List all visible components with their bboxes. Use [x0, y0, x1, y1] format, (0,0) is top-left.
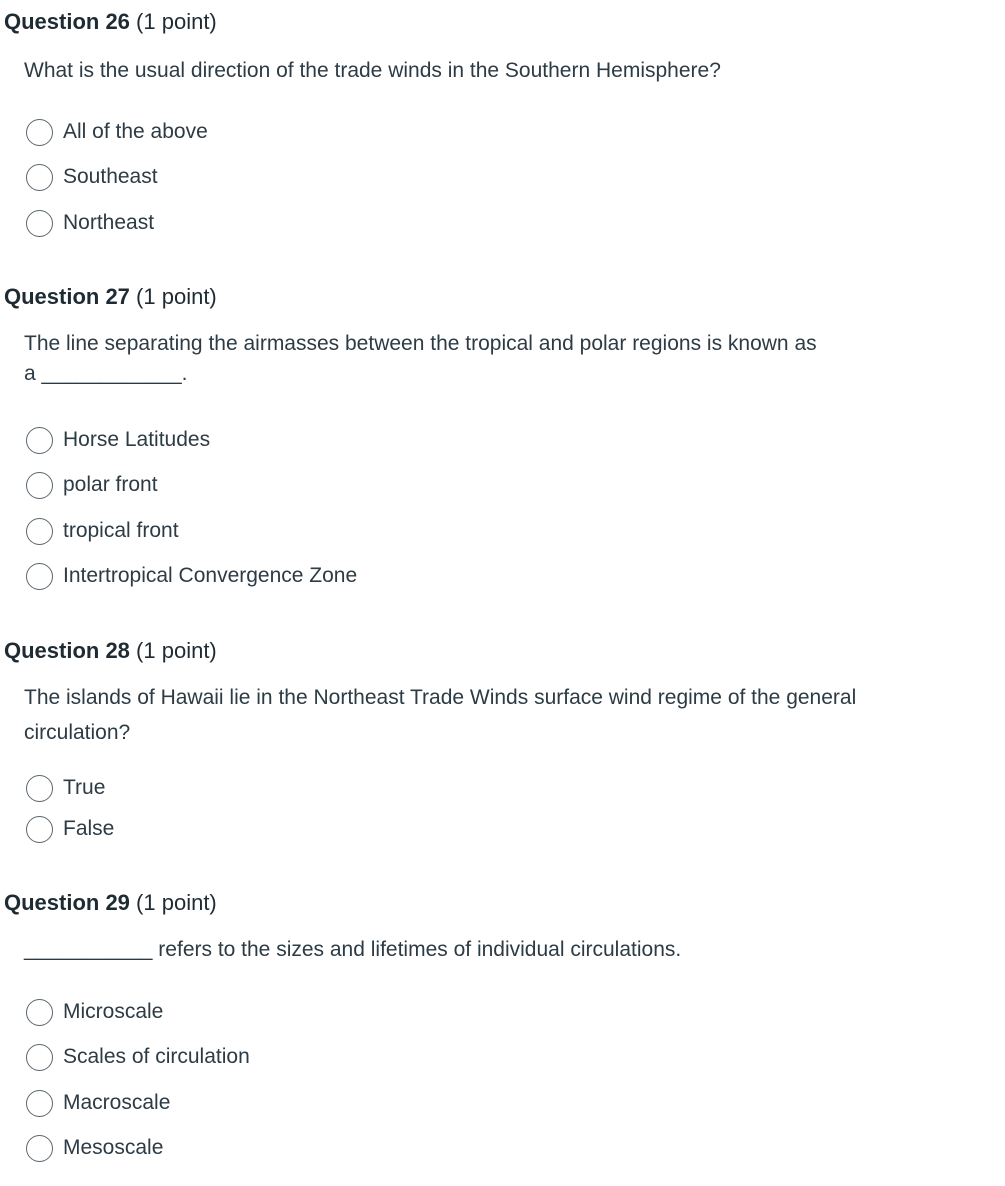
radio-button[interactable] — [26, 999, 53, 1026]
question-number: Question 28 — [4, 638, 130, 663]
radio-button[interactable] — [26, 427, 53, 454]
question-28-heading — [4, 637, 217, 665]
question-29-option-1[interactable] — [26, 997, 163, 1027]
option-label: Mesoscale — [63, 1136, 164, 1159]
question-29-option-2[interactable] — [26, 1042, 250, 1072]
question-26-heading — [4, 8, 217, 36]
question-29-option-3[interactable] — [26, 1088, 170, 1118]
question-28-option-2[interactable] — [26, 814, 114, 844]
question-28-text: The islands of Hawaii lie in the Northeast Trade Winds surface wind regime of the general circulation? — [24, 686, 857, 744]
question-27-blank: a ____________. — [24, 362, 188, 385]
radio-button[interactable] — [26, 472, 53, 499]
option-label: Microscale — [63, 1000, 164, 1023]
question-28-option-1[interactable] — [26, 773, 105, 803]
radio-button[interactable] — [26, 518, 53, 545]
question-number: Question 26 — [4, 9, 130, 34]
option-label: Intertropical Convergence Zone — [63, 564, 358, 587]
question-points: (1 point) — [136, 638, 217, 663]
radio-button[interactable] — [26, 1044, 53, 1071]
option-label: polar front — [63, 473, 158, 496]
question-points: (1 point) — [136, 890, 217, 915]
radio-button[interactable] — [26, 119, 53, 146]
option-label: Southeast — [63, 165, 158, 188]
question-27-option-4[interactable] — [26, 561, 357, 591]
question-27-heading — [4, 283, 217, 311]
option-label: Horse Latitudes — [63, 428, 211, 451]
question-26-option-1[interactable] — [26, 117, 208, 147]
question-29-heading — [4, 889, 217, 917]
option-label: Scales of circulation — [63, 1045, 250, 1068]
radio-button[interactable] — [26, 563, 53, 590]
option-label: All of the above — [63, 120, 208, 143]
question-26-option-3[interactable] — [26, 208, 154, 238]
question-number: Question 27 — [4, 284, 130, 309]
question-number: Question 29 — [4, 890, 130, 915]
question-27-text — [24, 326, 904, 391]
question-29-option-4[interactable] — [26, 1133, 163, 1163]
question-points: (1 point) — [136, 9, 217, 34]
question-27-text-line: The line separating the airmasses between the tropical and polar regions is known as — [24, 332, 817, 355]
question-26-option-2[interactable] — [26, 162, 158, 192]
radio-button[interactable] — [26, 164, 53, 191]
radio-button[interactable] — [26, 1090, 53, 1117]
radio-button[interactable] — [26, 775, 53, 802]
option-label: False — [63, 817, 115, 840]
radio-button[interactable] — [26, 210, 53, 237]
option-label: tropical front — [63, 519, 179, 542]
question-27-option-3[interactable] — [26, 516, 179, 546]
question-29-text: ___________ refers to the sizes and lifetimes of individual circulations. — [24, 938, 682, 961]
radio-button[interactable] — [26, 816, 53, 843]
option-label: Macroscale — [63, 1091, 171, 1114]
radio-button[interactable] — [26, 1135, 53, 1162]
option-label: Northeast — [63, 211, 155, 234]
option-label: True — [63, 776, 106, 799]
question-26-text: What is the usual direction of the trade winds in the Southern Hemisphere? — [24, 59, 721, 82]
question-27-option-2[interactable] — [26, 470, 158, 500]
question-27-option-1[interactable] — [26, 425, 210, 455]
question-points: (1 point) — [136, 284, 217, 309]
